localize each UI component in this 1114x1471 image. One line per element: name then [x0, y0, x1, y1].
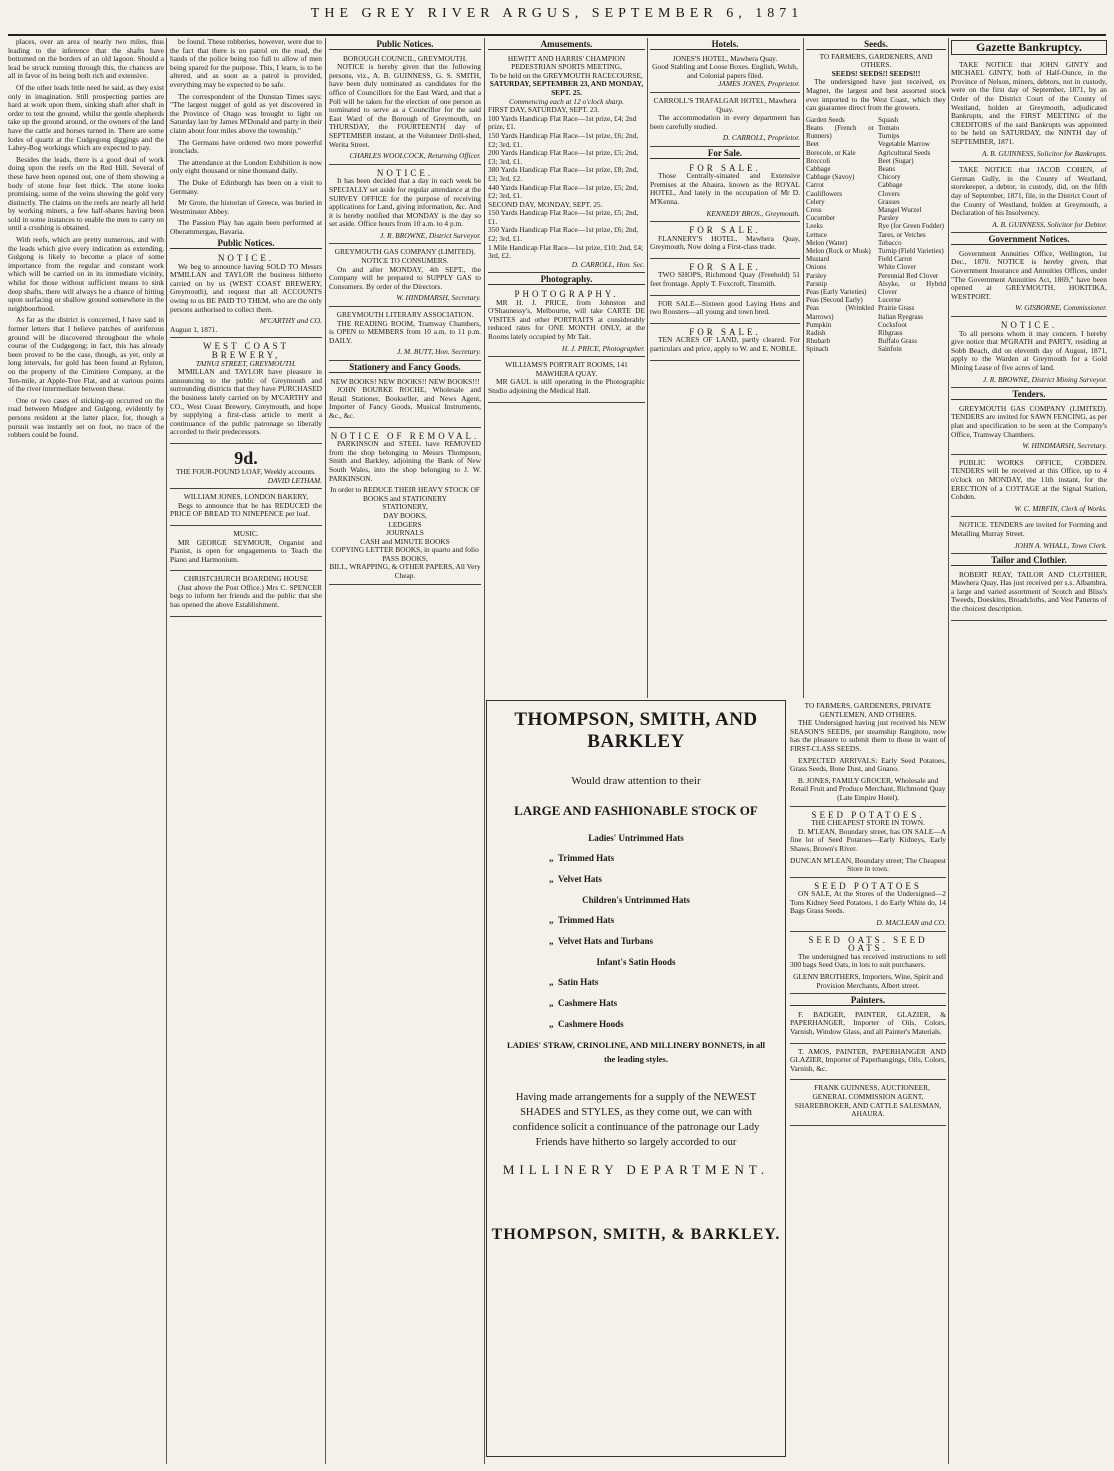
advert-heading: NOTICE.	[1000, 320, 1058, 331]
seed-list-item: Broccoli	[806, 156, 831, 165]
article-paragraph: Mr Grote, the historian of Greece, was buried in Westminster Abbey.	[170, 198, 322, 216]
advert-signature: CHARLES WOOLCOCK, Returning Officer.	[349, 151, 481, 161]
seed-list-item: Leeks	[806, 222, 823, 231]
styles-line: the leading styles.	[604, 1054, 668, 1064]
thompson-smith-barkley-advert	[486, 700, 786, 1457]
seed-list-item: Onions	[806, 263, 827, 272]
seed-list-item: Mangel Wurzel	[878, 205, 922, 214]
advert-heading: BOROUGH COUNCIL, GREYMOUTH.	[343, 53, 467, 63]
survey-office-advert	[329, 167, 481, 245]
seed-list-item: Cabbage	[806, 164, 831, 173]
article-paragraph: places, over an area of nearly two miles, thus leading to the inference that the shafts have bottomed on the borders of an old lagoon. Should a lead be struck running through this, the chances are all in favor of its being both rich and extensive.	[8, 38, 164, 81]
seed-list-item: Turnips	[878, 132, 900, 141]
stationery-item: LEDGERS	[388, 519, 422, 529]
advert-heading: TO FARMERS, GARDENERS, AND OTHERS.	[819, 51, 933, 70]
advert-body: ROBERT REAY, TAILOR AND CLOTHIER, Mawhera Quay, Has just received per s.s. Albambra, a large and varied assortment of Scotch and Bliss's Tweeds, Doeskins, Broadcloths, and Vest Patterns of the choicest description.	[951, 569, 1107, 614]
advert-heading: MUSIC.	[233, 528, 259, 538]
masthead: THE GREY RIVER ARGUS, SEPTEMBER 6, 1871	[310, 6, 804, 21]
seed-list-item: Tomato	[878, 123, 900, 132]
column-7	[951, 38, 1107, 1464]
borough-council-advert	[329, 53, 481, 165]
advert-body: To all persons whom it may concern. I hereby give notice that M'GRATH and PARTY, residing at Sobb Beach, did on eleventh day of August, 1871, apply to the Warden at Greymouth for a Gold Mining Lease of five acres of land.	[951, 328, 1107, 372]
advert-subheading: SEEDS! SEEDS!! SEEDS!!!	[831, 68, 921, 78]
seed-list-item: Field Carrot	[878, 255, 913, 264]
seed-list-item: Cabbage (Savoy)	[806, 173, 855, 182]
category-item: „ Velvet Hats	[549, 874, 602, 884]
jones-hotel-advert	[650, 53, 800, 93]
stationery-item: DAY BOOKS,	[383, 510, 427, 520]
section-heading: Hotels.	[650, 40, 800, 50]
race-item: 440 Yards Handicap Flat Race—1st prize, £5; 2nd, £2; 3rd, £1.	[488, 182, 639, 201]
advert-body: We beg to announce having SOLD TO Messrs M'MILLAN and TAYLOR the business hitherto carried on by us (WEST COAST BREWERY, Greymouth), and request that all ACCOUNTS owing to us BE PAID TO THEM, who are the only persons authorised to collect them.	[170, 261, 322, 314]
article-paragraph: The Germans have ordered two more powerful ironclads.	[170, 137, 322, 156]
for-sale-advert	[650, 224, 800, 259]
tender-notice	[951, 403, 1107, 455]
advert-heading: FOR SALE.	[689, 225, 761, 236]
advert-body: FOR SALE—Sixteen good Laying Hens and two Roosters—all young and town bred.	[650, 298, 800, 317]
category-item: „ Cashmere Hoods	[549, 1019, 624, 1029]
advert-heading: TO FARMERS, GARDENERS, PRIVATE GENTLEMEN, AND OTHERS.	[804, 701, 932, 719]
section-heading: Seeds.	[806, 40, 946, 50]
seed-list-item: Grasses	[878, 197, 900, 206]
stationery-item: JOURNALS	[386, 528, 424, 538]
column-5-lower	[790, 700, 946, 1460]
advert-heading: FOR SALE.	[689, 326, 761, 337]
advert-body: GREYMOUTH GAS COMPANY (LIMITED). TENDERS are invited for SAWN FENCING, as per plan and specification to be seen at the Company's Office, Tramway Chambers.	[951, 403, 1107, 439]
tailor-advert	[951, 569, 1107, 621]
advert-heading: NEW BOOKS! NEW BOOKS!! NEW BOOKS!!!	[330, 376, 480, 386]
seed-list-item: Prairie Grass	[878, 304, 915, 313]
seed-list-item: Carrot	[806, 181, 824, 190]
farmers-seeds-advert	[790, 700, 946, 807]
seed-list-item: Buffalo Grass	[878, 337, 917, 346]
advert-signature: D. CARROLL, Hon. Sec.	[571, 259, 645, 269]
advert-signature: GLENN BROTHERS, Importers, Wine, Spirit and Provision Merchants, Albert street.	[793, 972, 943, 990]
london-bakery-advert	[170, 491, 322, 526]
removal-advert	[329, 430, 481, 585]
advert-signature: H. J. PRICE, Photographer.	[561, 343, 645, 353]
seed-list-item: Parsley	[806, 271, 827, 280]
seed-list-item: Rhubarb	[806, 337, 831, 346]
advert-body: Begs to announce that he has REDUCED the PRICE OF BREAD TO NINEPENCE per loaf.	[170, 500, 322, 519]
advert-body: NOTICE is hereby given that the following persons, viz., A. B. GUINNESS, G. S. SMITH, have been duly nominated as candidates for the office of Councillors for the East Ward, and that a Poll will be taken for the election of one person as nominated to serve as a Councillor for the said East Ward of the Borough of Greymouth, on THURSDAY, the FOURTEENTH day of SEPTEMBER instant, at the Volunteer Drill-shed, Werita Street.	[329, 62, 481, 149]
advert-heading: FOR SALE.	[689, 162, 761, 173]
category-item-label: Cashmere Hats	[558, 998, 618, 1008]
seed-list-item: Parsnip	[806, 279, 827, 288]
section-heading: Public Notices.	[170, 239, 322, 249]
seed-potatoes-advert	[790, 809, 946, 878]
article-paragraph: With reefs, which are pretty numerous, and with the leads which give every indication as extending, Gulgong is likely to become a place of some importance from the regular and constant work which will be carried on in its immediate vicinity, whilst for those without sufficient means to sink deep shafts, there will always be a chance of hitting upon surfacing or shallow ground somewhere in the neighbourhood.	[8, 235, 164, 313]
advert-body: FRANK GUINNESS, AUCTIONEER, GENERAL COMMISSION AGENT, SHAREBROKER, AND CATTLE SALESMAN, AHAURA.	[794, 1083, 942, 1119]
advert-heading: CHRISTCHURCH BOARDING HOUSE	[183, 574, 309, 584]
for-sale-advert	[650, 261, 800, 296]
advert-date: August 1, 1871.	[170, 324, 218, 334]
advert-title: THOMPSON, SMITH, AND BARKLEY	[514, 709, 758, 752]
category-item: „ Trimmed Hats	[549, 915, 615, 925]
advert-body: ON SALE, At the Stores of the Undersigned—2 Tons Kidney Seed Potatoes, 1 do Early White do, 14 Bags Grass Seeds.	[790, 889, 946, 916]
advert-heading: LARGE AND FASHIONABLE STOCK OF	[514, 803, 758, 818]
seed-list-item: Peas (Wrinkled Marrows)	[806, 304, 874, 321]
for-sale-advert	[650, 162, 800, 223]
article-paragraph: The Passion Play has again been performed at Oberammergau, Bavaria.	[170, 218, 322, 236]
category-item-label: Satin Hats	[558, 977, 599, 987]
bankruptcy-notice	[951, 59, 1107, 163]
bread-price: 9d.	[234, 447, 258, 468]
section-heading: Tailor and Clothier.	[951, 556, 1107, 566]
advert-body: To be held on the GREYMOUTH RACECOURSE,	[490, 70, 643, 80]
race-item: 200 Yards Handicap Flat Race—1st prize, £5; 2nd, £3; 3rd, £1.	[488, 148, 639, 166]
advert-heading: GREYMOUTH GAS COMPANY (LIMITED).	[334, 247, 476, 257]
seed-list-item: Cauliflowers	[806, 189, 843, 198]
sports-meeting-advert	[488, 53, 645, 274]
advert-heading: SEED OATS. SEED OATS.	[808, 934, 928, 954]
advert-heading: NOTICE.	[376, 167, 434, 178]
books-advert	[329, 376, 481, 428]
advert-subheading: PEDESTRIAN SPORTS MEETING,	[511, 62, 622, 72]
seed-list-item: Peas (Second Early)	[806, 296, 863, 305]
advert-body: Good Stabling and Loose Boxes. English, Welsh, and Colonial papers filed.	[652, 62, 798, 80]
race-item: 150 Yards Handicap Flat Race—1st prize, £6; 2nd, £2; 3rd, £1.	[488, 130, 639, 149]
article-paragraph: The correspondent of the Dunstan Times says: "The largest nugget of gold as yet discovered in the Province of Otago was brought to light on Saturday last by James M'Donald and party in their claim about four miles above the township."	[170, 91, 322, 135]
category-item-label: Trimmed Hats	[558, 853, 615, 863]
seed-list-item: Celery	[806, 197, 825, 206]
seed-list-item: Ribgrass	[878, 329, 903, 338]
article-paragraph: Of the other leads little need be said, as they exist only in imagination. Still prospecting parties are hard at work upon them, sinking shaft after shaft in order to test the ground, whilst the gentle shepherds take up the ground around, or the owners of the land have the cattle and horses turned in. There are some lodes of quartz at the Cudgegong diggings and the Lahey-Bog workings which are expected to pay.	[8, 82, 164, 153]
section-heading: Stationery and Fancy Goods.	[329, 363, 481, 373]
seed-list-item: Cocksfoot	[878, 320, 907, 329]
advert-subheading: TAINUI STREET, GREYMOUTH.	[195, 358, 297, 368]
advert-body: In order to REDUCE THEIR HEAVY STOCK OF BOOKS and STATIONERY	[330, 485, 480, 503]
section-heading: Public Notices.	[329, 40, 481, 50]
race-item: 350 Yards Handicap Flat Race—1st prize, £6; 2nd, £2; 3rd, £1.	[488, 225, 639, 244]
advert-heading: GREYMOUTH LITERARY ASSOCIATION.	[336, 310, 474, 320]
masthead-rule	[8, 34, 1106, 36]
advert-body: NOTICE. TENDERS are invited for Forming and Metalling Murray Street.	[951, 520, 1107, 538]
seed-list-item: Rye (for Green Fodder)	[878, 222, 945, 231]
advert-signature: JAMES JONES, Proprietor.	[718, 79, 800, 89]
section-heading: Government Notices.	[951, 235, 1107, 245]
seed-oats-advert	[790, 934, 946, 995]
category-item: „ Satin Hats	[549, 977, 599, 987]
advert-body: The undersigned has received instructions to sell 300 bags Seed Oats, in lots to suit purchasers.	[790, 951, 946, 970]
seed-list-item: Melon (Water)	[806, 238, 848, 247]
bankruptcy-notice	[951, 164, 1107, 233]
seed-list-item: Turnip (Field Varieties)	[878, 247, 944, 255]
column-2	[170, 38, 322, 1464]
boarding-house-advert	[170, 573, 322, 616]
seed-list-item: Borecole, or Kale	[806, 148, 856, 157]
advert-heading: WILLIAMS'S PORTRAIT ROOMS, 141 MAWHERA QUAY.	[505, 360, 628, 378]
advert-signature: W. HINDMARSH, Secretary.	[396, 293, 481, 303]
category-heading: Ladies' Untrimmed Hats	[588, 833, 684, 843]
advert-heading: HEWITT AND HARRIS' CHAMPION	[507, 53, 626, 63]
advert-signature: DUNCAN M'LEAN, Boundary street; The Cheapest Store in town.	[790, 855, 946, 874]
advert-body: TAKE NOTICE that JACOB COHEN, of German Gully, in the County of Westland, storekeeper, a debtor, in custody, did, on the fifth day of September, 1871, file, in the District Court of the County of Westland, holden at Greymouth, a Declaration of his Insolvency.	[951, 165, 1107, 218]
seed-list-item: Melon (Rock or Musk)	[806, 247, 871, 255]
advert-body: It has been decided that a day in each week be SPECIALLY set aside for regular attendance at the SURVEY OFFICE for the purpose of receiving applications for Land, giving information, &c. And it is hereby notified that MONDAY is the day so set aside. Office hours from 10 a.m. to 4 p.m.	[329, 176, 481, 229]
advert-body: The accommodation in every department has been carefully studied.	[650, 113, 800, 131]
seed-list-item: Mustard	[806, 255, 830, 264]
advert-body: On and after MONDAY, 4th SEPT., the Company will be prepared to SUPPLY GAS to Consumers. By order of the Directors.	[329, 264, 481, 291]
stationery-item: PASS BOOKS,	[382, 553, 428, 563]
seed-list-item: Vegetable Marrow	[878, 140, 930, 149]
seed-list-item: Tares, or Vetches	[878, 230, 926, 239]
advert-signature: D. CARROLL, Proprietor.	[722, 133, 800, 143]
music-advert	[170, 528, 322, 571]
race-item: 100 Yards Handicap Flat Race—1st prize, £4; 2nd prize, £1.	[488, 113, 637, 132]
seed-list-item: Cucumber	[806, 214, 836, 223]
advert-body: M'MILLAN and TAYLOR have pleasure in announcing to the public of Greymouth and surrounding districts that they have PURCHASED the business lately carried on by M'CARTHY and CO., West Coast Brewery, Greymouth, and hope by supplying a first-class article to merit a continuance of the public patronage so liberally accorded to their predecessors.	[170, 367, 322, 437]
category-item: „ Cashmere Hats	[549, 998, 618, 1008]
advert-signature: W. GISBORNE, Commissioner.	[1015, 303, 1107, 313]
brewery-advert	[170, 340, 322, 444]
section-heading: Amusements.	[488, 40, 645, 50]
article-paragraph: Besides the leads, there is a good deal of work doing upon the reefs on the Red Hill. Several of these have been opened out, one of them showing a body of stone four feet thick. The stone looks promising, some of the veins showing the gold very distinctly. The claims on the reefs are nearly all held by working miners, a few half-shares having been sold in some instances to enable the men to carry on until a crushing is obtained.	[8, 154, 164, 233]
race-item: SECOND DAY, MONDAY, SEPT. 25.	[488, 199, 603, 209]
seed-list-item: Beet	[806, 140, 819, 149]
advert-body: THE Undersigned having just received his NEW SEASON'S SEEDS, per steamship Rangitoto, now has the pleasure to submit them to those in want of FIRST-CLASS SEEDS.	[790, 718, 946, 753]
advert-signature: M'CARTHY and CO.	[259, 316, 322, 326]
seed-list-item: Sainfoin	[878, 345, 902, 354]
article-paragraph: The attendance at the London Exhibition is now only eight thousand or nine thousand daily.	[170, 157, 322, 176]
category-item-label: Trimmed Hats	[558, 915, 615, 925]
gas-company-advert	[329, 246, 481, 307]
seed-list-item: Alsyke, or Hybrid Clover	[878, 279, 946, 297]
seed-potatoes-advert	[790, 880, 946, 932]
advert-body: PARKINSON and STEEL have REMOVED from the shop belonging to Messrs Thompson, Smith and Barkley, adjoining the Bank of New South Wales, into the shop belonging to J. W. PARKINSON.	[329, 439, 481, 483]
advert-heading: PHOTOGRAPHY.	[514, 289, 619, 300]
advert-signature: W. C. MIRFIN, Clerk of Works.	[1014, 503, 1107, 513]
seed-list-item: Cress	[806, 205, 822, 214]
advert-body: Commencing each at 12 o'clock sharp.	[509, 96, 624, 106]
advert-heading: FOR SALE.	[689, 261, 761, 272]
category-heading: Children's Untrimmed Hats	[582, 895, 690, 905]
advert-signature: J. R. BROWNE, District Surveyor.	[380, 230, 481, 240]
seed-list	[806, 116, 946, 354]
advert-body: FLANNERY'S HOTEL, Mawhera Quay, Greymouth, Now doing a First-class trade.	[650, 233, 800, 252]
advert-signature: W. HINDMARSH, Secretary.	[1022, 441, 1107, 451]
seed-list-item: Beet (Sugar)	[878, 156, 914, 165]
seed-list-item: Beans	[878, 164, 896, 173]
trafalgar-hotel-advert	[650, 95, 800, 147]
column-6	[806, 38, 946, 698]
stationery-item: BILL, WRAPPING, & OTHER PAPERS, All Very Cheap.	[329, 562, 481, 581]
photography-advert	[488, 288, 645, 357]
seed-list-item: Spinach	[806, 345, 829, 354]
advert-signature: B. JONES, FAMILY GROCER, Wholesale and Retail Fruit and Produce Merchant, Richmond Quay (Late Empire Hotel).	[790, 775, 946, 802]
advert-footer: THOMPSON, SMITH, & BARKLEY.	[491, 1226, 781, 1243]
seed-list-item: Cabbage	[878, 181, 903, 190]
advert-body: PUBLIC WORKS OFFICE, COBDEN. TENDERS will be received at this Office, up to 4 o'clock on MONDAY, the 11th instant, for the ERECTION of a COTTAGE at the Signal Station, Cobden.	[951, 457, 1107, 502]
bakery-advert	[170, 446, 322, 489]
column-divider	[325, 38, 326, 1464]
stationery-item: CASH and MINUTE BOOKS	[360, 536, 450, 546]
article-paragraph: As far as the district is concerned, I have said in former letters that I believe patches of auriferous ground will be discovered throughout the whole course of the Cudgegong; in fact, this has already been proved to be the case, though, as yet, only at long intervals, for gold has been found at Rylston, on the property of the Cimitiere Company, at the Ten-mile, at Apple-Tree Flat, and at various points of the river intermediate between these.	[8, 315, 164, 394]
advert-body: EXPECTED ARRIVALS: Early Seed Potatoes, Grass Seeds, Bone Dust, and Guano.	[790, 755, 946, 774]
seed-list-item: Italian Ryegrass	[878, 312, 924, 321]
category-item-label: Cashmere Hoods	[558, 1019, 624, 1029]
bonnets-line: LADIES' STRAW, CRINOLINE, AND MILLINERY BONNETS, in all	[507, 1040, 765, 1050]
advert-heading: WEST COAST BREWERY,	[202, 341, 290, 360]
advert-body: MR H. J. PRICE, from Johnston and O'Shaunessy's, Melbourne, will take CARTE DE VISITES and other PORTRAITS at considerably reduced rates for ONE MONTH ONLY, at the Rooms lately occupied by Mr Tait.	[488, 297, 645, 341]
advert-body: (Just above the Post Office.) Mrs C. SPENCER begs to inform her friends and the public that she has opened the above Establishment.	[170, 582, 322, 610]
seed-list-item: Radish	[806, 329, 826, 338]
painter-advert	[790, 1009, 946, 1044]
seed-list-item: Squash	[878, 115, 899, 124]
advert-body: D. M'LEAN, Boundary street, has ON SALE—A fine lot of Seed Potatoes—Early Kidneys, Early Shaws, Brown's River.	[790, 826, 946, 853]
column-divider	[647, 38, 648, 698]
advert-body: MR GAUL is still operating in the Photographic Studio adjoining the Medical Hall.	[488, 377, 645, 395]
column-divider	[803, 38, 804, 698]
section-heading: Painters.	[790, 996, 946, 1006]
advert-subheading: NOTICE TO CONSUMERS.	[361, 256, 449, 266]
column-5	[650, 38, 800, 698]
category-item-label: Velvet Hats	[558, 874, 602, 884]
advert-body: Those Centrally-situated and Extensive Premises at the Ahaura, known as the ROYAL HOTEL, And lately in the occupation of Mr D. M'Kenna.	[650, 171, 800, 206]
stationery-item: COPYING LETTER BOOKS, in quarto and folio	[331, 545, 479, 555]
column-divider	[948, 38, 949, 1464]
advert-heading: NOTICE.	[217, 253, 275, 264]
advert-body: THE READING ROOM, Tramway Chambers, is OPEN to MEMBERS from 10 a.m. to 11 p.m. DAILY.	[329, 318, 481, 345]
advert-body: THE FOUR-POUND LOAF, Weekly accounts.	[176, 466, 316, 476]
article-paragraph: One or two cases of sticking-up occurred on the road between Mudgee and Gulgong, evidently by persons resident at the latter place, for, though a pursuit was instantly set on foot, no trace of the robbers could be found.	[8, 395, 164, 440]
advert-signature: J. R. BROWNE, District Mining Surveyor.	[982, 374, 1107, 384]
column-3	[329, 38, 481, 1464]
seed-list-item: Garden Seeds	[806, 115, 845, 124]
advert-body: Government Annuities Office, Wellington, 1st Dec., 1870. NOTICE is hereby given, that Government Insurance and Annuities Offices, under "The Government Annuities Act, 1869," have been opened at GREYMOUTH, HOKITIKA, WESTPORT.	[951, 248, 1107, 301]
category-heading: Infant's Satin Hoods	[596, 957, 676, 967]
notice-advert	[170, 252, 322, 338]
section-heading: Photography.	[488, 275, 645, 285]
section-heading: Gazette Bankruptcy.	[951, 40, 1107, 55]
seed-list-item: Parsley	[878, 214, 899, 223]
advert-heading: SEED POTATOES	[814, 880, 922, 891]
advert-body: MR GEORGE SEYMOUR, Organist and Pianist, is open for engagements to Teach the Piano and Harmonium.	[170, 537, 322, 564]
advert-date: SATURDAY, SEPTEMBER 23, AND MONDAY, SEPT. 25.	[489, 79, 644, 97]
section-heading: For Sale.	[650, 149, 800, 159]
advert-subheading: THE CHEAPEST STORE IN TOWN.	[811, 818, 925, 828]
advert-signature: J. M. BUTT, Hon. Secretary.	[397, 347, 481, 357]
advert-heading: SEED POTATOES.	[811, 809, 925, 820]
article-paragraph: be found. These robberies, however, were due to the fact that there is no patrol on the road, the hands of the police being too full to allow of men being spared for the purpose. This, I learn, is to be altered, and as soon as a patrol is provided, everything may be expected to be safe.	[170, 38, 322, 89]
column-divider	[166, 38, 167, 1464]
mining-notice	[951, 319, 1107, 388]
advert-body: F. BADGER, PAINTER, GLAZIER, & PAPERHANGER, Importer of Oils, Colors, Varnish, Window Glass, and all Painter's Materials.	[790, 1009, 946, 1036]
for-sale-advert	[650, 298, 800, 324]
department-name: MILLINERY DEPARTMENT.	[502, 1162, 770, 1177]
auctioneer-advert	[790, 1082, 946, 1125]
column-1-article	[8, 38, 164, 1464]
advert-heading: JONES'S HOTEL, Mawhera Quay.	[672, 53, 778, 63]
seed-list-item: White Clover	[878, 263, 916, 272]
seed-list-item: Agricultural Seeds	[878, 148, 931, 157]
advert-body: TAKE NOTICE that JOHN GINTY and MICHAEL GINTY, both of Half-Ounce, in the Province of Nelson, miners, debtors, not in custody, were on the first day of September, 1871, by an Order of the District Court of the County of Westland, holden at Greymouth, adjudicated Bankrupts, and the FIRST MEETING of the CREDITORS of the said Bankrupts was appointed to be held on SATURDAY, the NINTH day of SEPTEMBER, 1871.	[951, 59, 1107, 146]
race-item: 380 Yards Handicap Flat Race—1st prize, £8; 2nd, £3; 3rd, £2.	[488, 165, 639, 183]
government-notice	[951, 248, 1107, 317]
painter-advert	[790, 1046, 946, 1081]
tender-notice	[951, 457, 1107, 518]
section-heading: Tenders.	[951, 390, 1107, 400]
advert-heading: WILLIAM JONES, LONDON BAKERY,	[183, 492, 309, 502]
advert-signature: KENNEDY BROS., Greymouth.	[706, 208, 800, 218]
column-4	[488, 38, 645, 698]
advert-body: TEN ACRES OF LAND, partly cleared. For particulars and price, apply to W. and E. NOBLE.	[650, 335, 800, 354]
category-item-label: Velvet Hats and Turbans	[558, 936, 653, 946]
seed-list-item: Perennial Red Clover	[878, 271, 939, 280]
advert-signature: JOHN A. WHALL, Town Clerk.	[1014, 540, 1107, 550]
seed-list-item: Pumpkin	[806, 320, 832, 329]
category-item: „ Velvet Hats and Turbans	[549, 936, 653, 946]
portrait-rooms-advert	[488, 359, 645, 402]
for-sale-advert	[650, 326, 800, 361]
category-item: „ Trimmed Hats	[549, 853, 615, 863]
advert-signature: A. B. GUINNESS, Solicitor for Debtor.	[992, 219, 1107, 229]
advert-signature: A. B. GUINNESS, Solicitor for Bankrupts.	[981, 148, 1107, 158]
seed-list-item: Lettuce	[806, 230, 827, 239]
seed-list-item: Beans (French or Runners)	[806, 123, 874, 141]
tender-notice	[951, 519, 1107, 554]
advert-signature: D. MACLEAN and CO.	[876, 918, 946, 928]
seed-list-item: Lucerne	[878, 296, 901, 305]
race-item: 150 Yards Handicap Flat Race—1st prize, £5; 2nd, £1.	[488, 208, 639, 226]
seed-list-item: Peas (Early Varieties)	[806, 288, 867, 297]
seed-list-item: Tobacco	[878, 238, 902, 247]
race-item: 1 Mile Handicap Flat Race—1st prize, £10; 2nd, £4; 3rd, £2.	[488, 242, 644, 261]
article-paragraph: The Duke of Edinburgh has been on a visit to Germany.	[170, 177, 322, 196]
literary-association-advert	[329, 309, 481, 361]
race-item: FIRST DAY, SATURDAY, SEPT. 23.	[488, 105, 600, 115]
seed-list-item: Chicory	[878, 173, 901, 182]
advert-subtitle: Would draw attention to their	[571, 775, 701, 787]
advert-body: Having made arrangements for a supply of the NEWEST SHADES and STYLES, as they come out, we can with confidence solicit a continuance of the patronage our Lady Friends have hitherto so largely accorded to our	[512, 1092, 760, 1148]
advert-body: T. AMOS, PAINTER, PAPERHANGER AND GLAZIER, Importer of Paperhangings, Oils, Colors, Varnish, &c.	[790, 1046, 946, 1073]
seed-list-item: Clovers	[878, 189, 900, 198]
advert-signature: DAVID LETHAM.	[267, 475, 322, 485]
column-divider	[484, 38, 485, 1464]
advert-body: TWO SHOPS, Richmond Quay (Freehold) 51 feet frontage. Apply T. Foxcroft, Tinsmith.	[650, 270, 800, 289]
advert-body: JOHN BOURKE ROCHE, Wholesale and Retail Stationer, Bookseller, and News Agent, Importer of Fancy Goods, Musical Instruments, &c., &c.	[329, 385, 481, 420]
advert-heading: NOTICE OF REMOVAL.	[330, 430, 480, 441]
advert-body: The undersigned have just received, ex Magnet, the largest and best assorted stock ever imported to the West Coast, which they can guarantee direct from the growers.	[806, 77, 946, 113]
advert-heading: CARROLL'S TRAFALGAR HOTEL, Mawhera Quay.	[653, 95, 797, 114]
stationery-item: STATIONERY,	[382, 502, 428, 512]
